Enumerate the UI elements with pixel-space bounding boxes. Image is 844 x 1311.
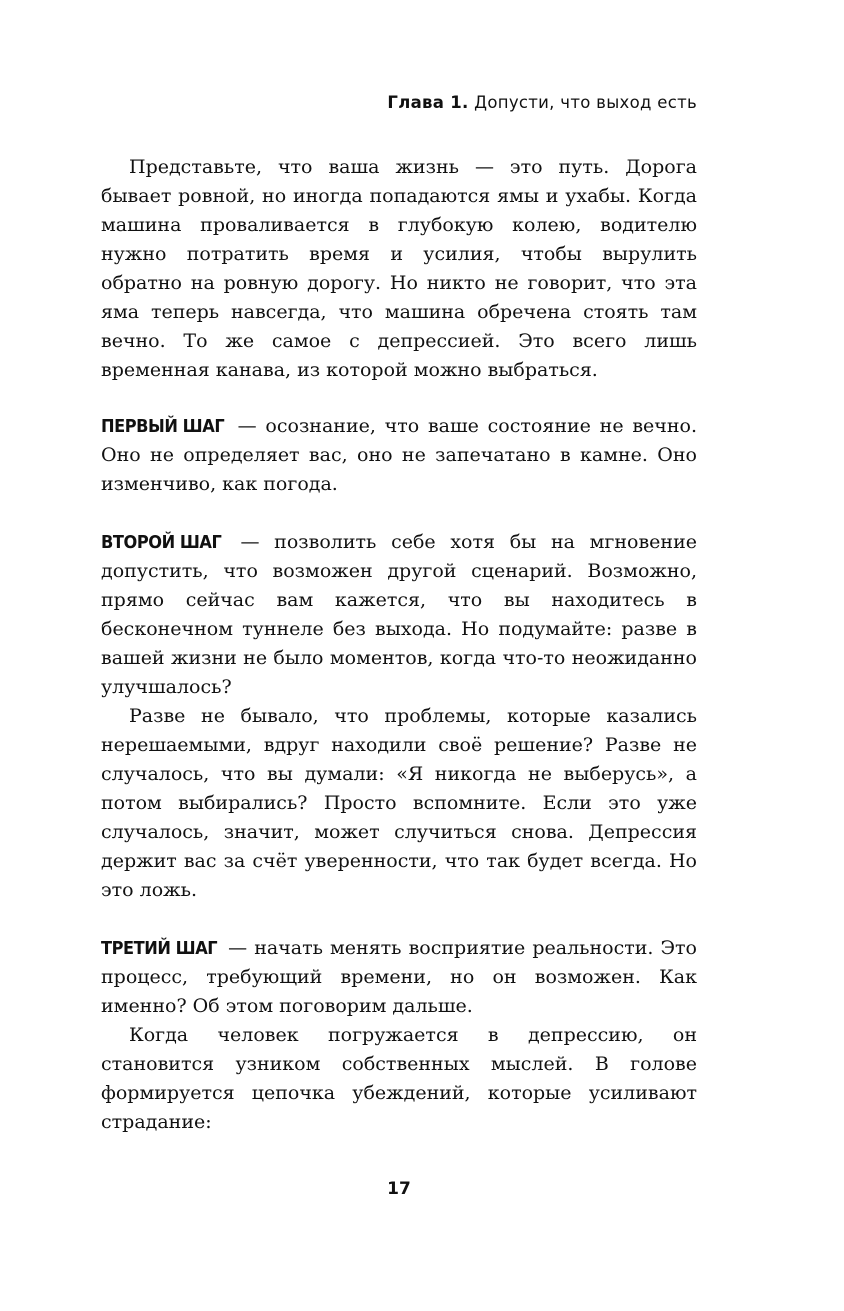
page-number: 17 — [387, 1179, 411, 1199]
step-three-text: — начать менять восприятие реальности. Это процесс, требующий времени, но он возможен. Как именно? Об этом поговорим дальше. — [101, 937, 697, 1017]
step-two-label: ВТОРОЙ ШАГ — [101, 532, 222, 553]
running-header — [387, 93, 697, 112]
step-one-text: — осознание, что ваше состояние не вечно. Оно не определяет вас, оно не запечатано в камне. Оно изменчиво, как погода. — [101, 415, 697, 495]
step-two-followup-paragraph: Разве не бывало, что проблемы, которые казались нерешаемыми, вдруг находили своё решение? Разве не случалось, что вы думали: «Я никогда не выберусь», а потом выбирались? Просто вспомните. Если это уже случалось, значит, может случиться снова. Депрессия держит вас за счёт уверенности, что так будет всегда. Но это ложь. — [101, 705, 697, 901]
step-two-text: — позволить себе хотя бы на мгновение допустить, что возможен другой сценарий. Возможно, прямо сейчас вам кажется, что вы находитесь в бесконечном туннеле без выхода. Но подумайте: разве в вашей жизни не было моментов, когда что-то неожиданно улучшалось? — [101, 531, 697, 698]
step-two-paragraph — [101, 528, 697, 702]
intro-paragraph: Представьте, что ваша жизнь — это путь. Дорога бывает ровной, но иногда попадаются ямы и ухабы. Когда машина проваливается в глубокую колею, водителю нужно потратить время и усилия, чтобы вырулить обратно на ровную дорогу. Но никто не говорит, что эта яма теперь навсегда, что машина обречена стоять там вечно. То же самое с депрессией. Это всего лишь временная канава, из которой можно выбраться. — [101, 156, 697, 381]
step-three-paragraph — [101, 934, 697, 1021]
step-one-paragraph — [101, 412, 697, 499]
chapter-title: Допусти, что выход есть — [474, 93, 697, 112]
chapter-label: Глава 1. — [387, 93, 469, 112]
step-three-label: ТРЕТИЙ ШАГ — [101, 938, 218, 959]
body-text — [101, 153, 697, 1137]
step-one-label: ПЕРВЫЙ ШАГ — [101, 416, 225, 437]
closing-paragraph: Когда человек погружается в депрессию, он становится узником собственных мыслей. В голове формируется цепочка убеждений, которые усиливают страдание: — [101, 1024, 697, 1133]
